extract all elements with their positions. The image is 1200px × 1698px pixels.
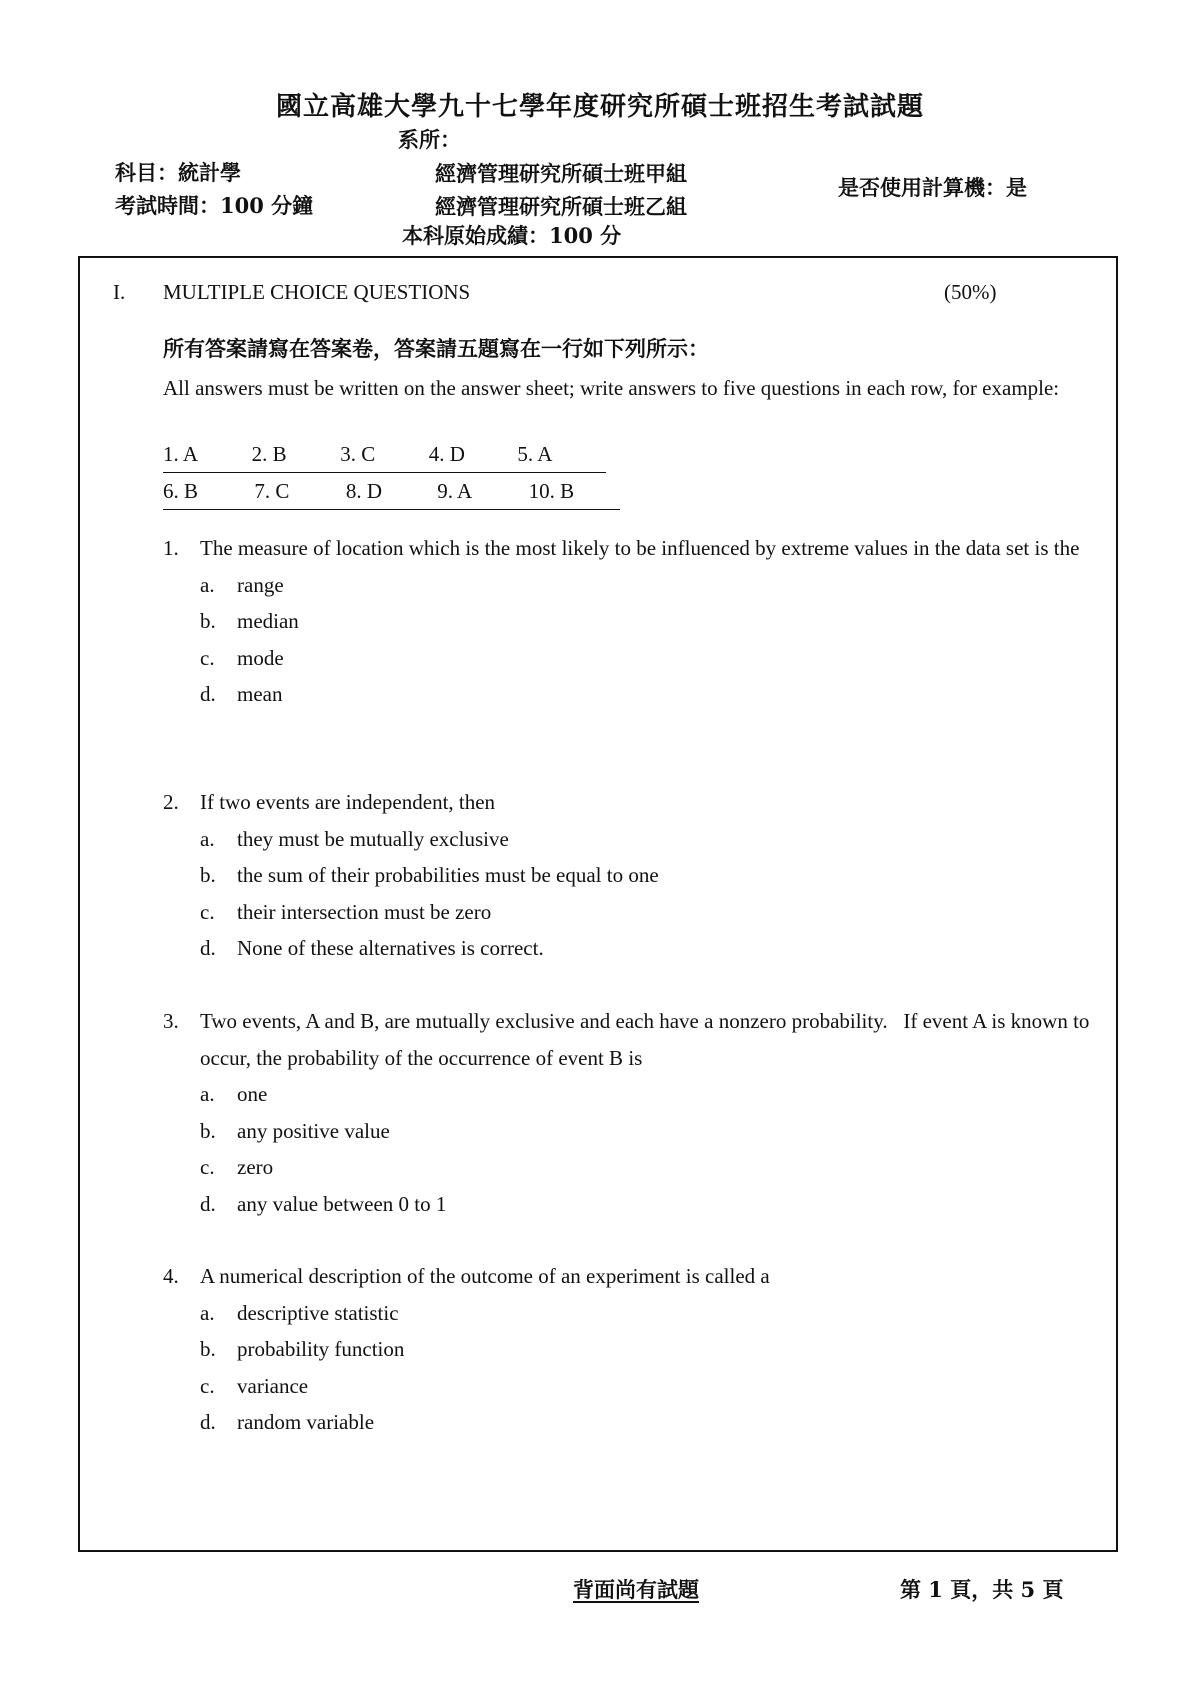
option-letter: a. — [200, 1300, 215, 1325]
question-2 — [163, 784, 1093, 967]
option-letter: d. — [200, 1410, 216, 1434]
example-answer: 10. B — [528, 479, 575, 503]
continued-on-back-note: 背面尚有試題 — [573, 1577, 699, 1602]
option-text: any value between 0 to 1 — [237, 1191, 447, 1216]
question-stem: If two events are independent, then — [200, 790, 496, 814]
option-letter: b. — [200, 1337, 216, 1361]
calculator-label: 是否使用計算機：是 — [838, 175, 1027, 200]
option-letter: d. — [200, 1191, 216, 1216]
option-text: descriptive statistic — [237, 1300, 399, 1325]
option-letter: c. — [200, 1373, 215, 1398]
option-letter: c. — [200, 645, 215, 670]
instruction-english: All answers must be written on the answer sheet; write answers to five questions in each row, for example: — [163, 376, 1060, 400]
example-answer: 9. A — [437, 479, 473, 503]
question-4 — [163, 1258, 1093, 1441]
question-number: 1. — [163, 536, 179, 560]
example-answer-row — [163, 442, 606, 473]
subject-label: 科目：統計學 — [115, 160, 241, 185]
score-label: 本科原始成績：100 分 — [402, 223, 622, 248]
option-letter: a. — [200, 572, 215, 597]
section-title: MULTIPLE CHOICE QUESTIONS — [163, 280, 471, 304]
option-text: one — [237, 1082, 268, 1106]
group-b: 經濟管理研究所碩士班乙組 — [435, 194, 687, 219]
example-answer: 5. A — [517, 442, 553, 466]
option-text: None of these alternatives is correct. — [237, 936, 544, 960]
option-letter: a. — [200, 826, 215, 851]
option-letter: b. — [200, 863, 216, 887]
group-a: 經濟管理研究所碩士班甲組 — [435, 161, 687, 186]
question-stem: The measure of location which is the most likely to be influenced by extreme values in the data set is the — [200, 536, 1080, 560]
option-letter: b. — [200, 1118, 216, 1143]
example-answer-row — [163, 479, 620, 510]
exam-title: 國立高雄大學九十七學年度研究所碩士班招生考試試題 — [275, 92, 924, 122]
option-text: zero — [237, 1155, 274, 1179]
option-text: range — [237, 572, 284, 597]
option-text: any positive value — [237, 1118, 390, 1143]
example-answer: 3. C — [340, 442, 376, 466]
option-text: random variable — [237, 1410, 375, 1434]
question-stem: Two events, A and B, are mutually exclusive and each have a nonzero probability. If event A is known to occur, the probability of the occurrence of event B is — [200, 1009, 1095, 1070]
option-letter: a. — [200, 1082, 215, 1106]
option-text: mode — [237, 645, 284, 670]
department-groups — [435, 157, 687, 223]
department-label: 系所： — [398, 127, 461, 152]
option-text: median — [237, 609, 299, 633]
question-3 — [163, 1003, 1093, 1222]
option-text: variance — [237, 1373, 309, 1398]
example-answer: 4. D — [428, 442, 465, 466]
example-answer: 2. B — [251, 442, 287, 466]
option-letter: b. — [200, 609, 216, 633]
instruction-chinese: 所有答案請寫在答案卷，答案請五題寫在一行如下列所示： — [163, 336, 709, 361]
question-number: 4. — [163, 1264, 179, 1288]
question-number: 2. — [163, 790, 179, 814]
option-text: the sum of their probabilities must be equal to one — [237, 863, 659, 887]
example-answer: 8. D — [345, 479, 382, 503]
option-text: probability function — [237, 1337, 405, 1361]
exam-time-label: 考試時間：100 分鐘 — [115, 193, 314, 218]
section-weight: (50%) — [944, 280, 997, 304]
page-number: 第 1 頁，共 5 頁 — [900, 1577, 1064, 1602]
option-text: mean — [237, 682, 283, 706]
option-text: their intersection must be zero — [237, 899, 492, 924]
option-letter: c. — [200, 899, 215, 924]
section-number: I. — [113, 280, 126, 304]
option-letter: d. — [200, 682, 216, 706]
question-number: 3. — [163, 1009, 179, 1033]
example-answer: 6. B — [163, 479, 199, 503]
example-answer: 1. A — [163, 442, 199, 466]
example-answer: 7. C — [254, 479, 290, 503]
question-stem: A numerical description of the outcome of an experiment is called a — [200, 1264, 770, 1288]
option-letter: c. — [200, 1155, 215, 1179]
question-1 — [163, 530, 1093, 713]
option-text: they must be mutually exclusive — [237, 826, 509, 851]
option-letter: d. — [200, 936, 216, 960]
